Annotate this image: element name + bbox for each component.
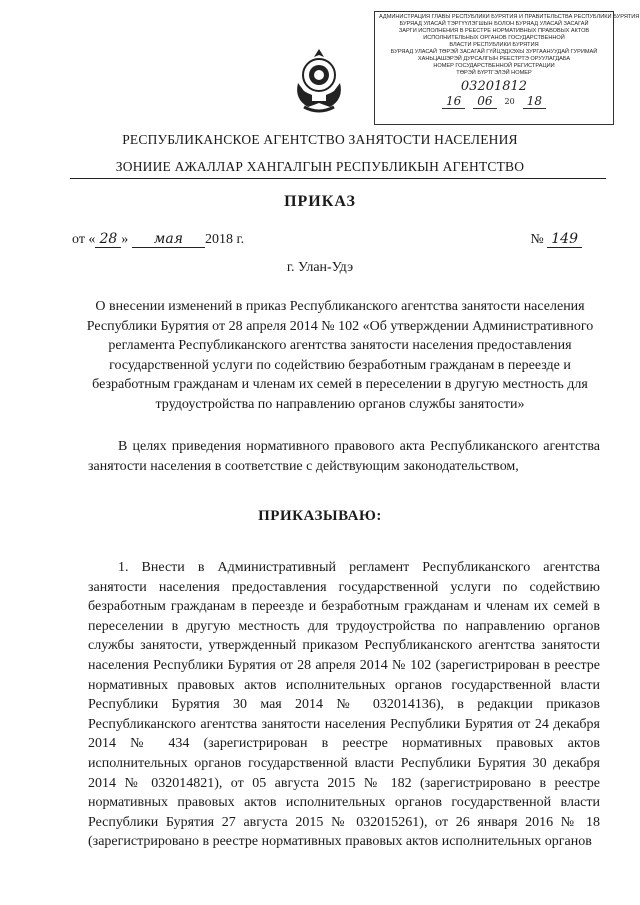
stamp-reg-date <box>379 94 609 109</box>
order-heading: ПРИКАЗЫВАЮ: <box>258 508 382 524</box>
stamp-reg-year: 18 <box>523 94 546 109</box>
stamp-line: АДМИНИСТРАЦИЯ ГЛАВЫ РЕСПУБЛИКИ БУРЯТИЯ И ПРАВИТЕЛЬСТВА РЕСПУБЛИКИ БУРЯТИЯ <box>379 14 640 20</box>
intro-paragraph: В целях приведения нормативного правового акта Республиканского агентства занятости населения в соответствие с действующим законодательством, <box>88 439 600 474</box>
date-mid: » <box>121 232 129 247</box>
org-name-ru: РЕСПУБЛИКАНСКОЕ АГЕНТСТВО ЗАНЯТОСТИ НАСЕЛЕНИЯ <box>122 132 518 147</box>
city: г. Улан-Удэ <box>286 260 354 275</box>
number-prefix: № <box>530 232 544 247</box>
stamp-line: БУРЯАД УЛАСАЙ ТӨРЭЙ ЗАСАГАЙ ГҮЙЦЭДХЭХЫ ЗУРГААНУУДАЙ ГУРИМАЙ <box>390 49 598 55</box>
stamp-line: НОМЕР ГОСУДАРСТВЕННОЙ РЕГИСТРАЦИИ <box>433 63 555 69</box>
stamp-reg-day: 16 <box>442 94 465 109</box>
date-month: мая <box>132 231 205 248</box>
body-paragraph-1: 1. Внести в Административный регламент Республиканского агентства занятости населения предоставления государственной услуги по содействию безработным гражданам в переезде и безработным гражданам и членам их семей в переселении в другую местность для трудоустройства по направлению органов службы занятости, утвержденный приказом Республиканского агентства занятости населения Республики Бурятия от 28 апреля 2014 № 102 (зарегистрирован в реестре нормативных правовых актов исполнительных органов государственной власти Республики Бурятия 30 мая 2014 № 032014136), в редакции приказов Республиканского агентства занятости населения Республики Бурятия от 24 декабря 2014 № 434 (зарегистрирован в реестре нормативных правовых актов исполнительных органов государственной власти Республики Бурятия 30 декабря 2014 № 032014821), от 05 августа 2015 № 182 (зарегистрировано в реестре нормативных правовых актов исполнительных органов государственной власти Республики Бурятия 27 августа 2015 № 032015261), от 26 января 2016 № 18 (зарегистрировано в реестре нормативных правовых актов исполнительных органов <box>88 560 600 850</box>
registration-stamp <box>374 11 640 125</box>
date-day: 28 <box>95 231 121 248</box>
header-divider <box>70 178 606 179</box>
stamp-line: ВЛАСТИ РЕСПУБЛИКИ БУРЯТИЯ <box>449 42 539 48</box>
org-name-bur: ЗОНИИЕ АЖАЛЛАР ХАНГАЛГЫН РЕСПУБЛИКЫН АГЕНТСТВО <box>115 159 525 174</box>
stamp-reg-month: 06 <box>473 94 496 109</box>
coat-of-arms-emblem <box>290 45 348 117</box>
stamp-line: БУРЯАД УЛАСАЙ ТЭРГҮҮЛЭГШЫН БОЛОН БУРЯАД УЛАСАЙ ЗАСАГАЙ <box>399 21 589 27</box>
stamp-line: ХАНЬЦАШЭРЭЙ ДУРСАЛГЫН РЕЕСТРТЭ ОРУУЛАГДАБА <box>417 56 571 62</box>
number-value: 149 <box>547 231 582 248</box>
order-number <box>530 231 582 248</box>
document-title: ПРИКАЗ <box>284 193 356 210</box>
order-date <box>72 231 244 248</box>
stamp-line: ИСПОЛНИТЕЛЬНЫХ ОРГАНОВ ГОСУДАРСТВЕННОЙ <box>423 35 565 41</box>
stamp-year-prefix: 20 <box>504 96 515 106</box>
date-year: 2018 г. <box>205 232 245 247</box>
date-number-row <box>72 231 582 248</box>
document-subject: О внесении изменений в приказ Республиканского агентства занятости населения Республики Бурятия от 28 апреля 2014 № 102 «Об утверждении Административного регламента Республиканского агентства занятости населения предоставления государственной услуги по содействию безработным гражданам в переезде и безработным гражданам и членам их семей в переселении в другую местность для трудоустройства по направлению органов службы занятости» <box>86 299 594 412</box>
stamp-reg-number: 03201812 <box>460 79 528 94</box>
date-prefix: от « <box>72 232 96 247</box>
stamp-line: ЗАРГИ ИСПОЛНЕНИЯ В РЕЕСТРЕ НОРМАТИВНЫХ ПРАВОВЫХ АКТОВ <box>398 28 590 34</box>
stamp-line: ТӨРЭЙ БҮРТГЭЛЭЙ НОМЕР <box>456 70 532 76</box>
